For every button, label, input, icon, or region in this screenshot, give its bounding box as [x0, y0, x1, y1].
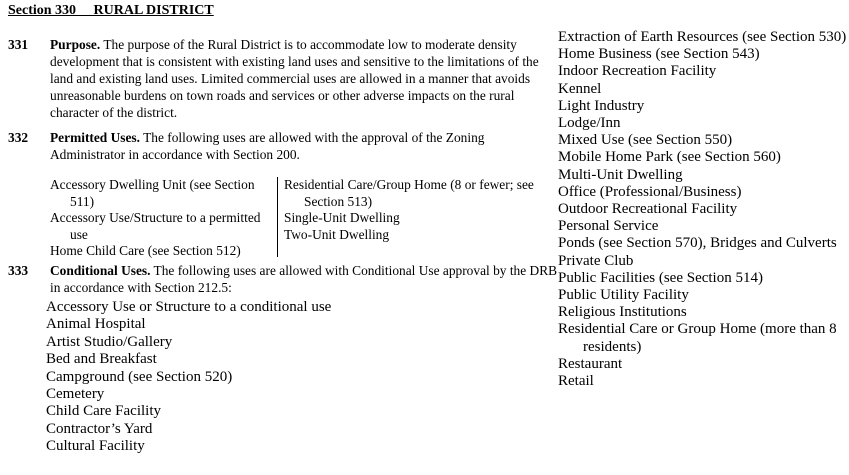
permitted-uses-right-column — [284, 177, 554, 243]
list-item: Public Facilities (see Section 514) — [558, 269, 763, 286]
list-item: Public Utility Facility — [558, 287, 689, 304]
list-item: Home Business (see Section 543) — [558, 46, 760, 63]
list-item: Outdoor Recreational Facility — [558, 201, 738, 218]
list-item: Multi-Unit Dwelling — [558, 166, 683, 183]
list-item: Campground (see Section 520) — [46, 368, 233, 385]
list-item: Extraction of Earth Resources (see Section 530) — [558, 29, 847, 45]
list-item: Cemetery — [46, 386, 105, 403]
list-item: Residential Care/Group Home (8 or fewer; see Section 513) — [284, 177, 534, 209]
list-item: Private Club — [558, 252, 634, 269]
subsection-title: Conditional Uses. — [50, 263, 151, 278]
permitted-uses-left-column — [50, 177, 272, 260]
list-item: Residential Care or Group Home (more than 8 residents) — [558, 321, 837, 355]
list-item: Restaurant — [558, 355, 623, 372]
list-item: Two-Unit Dwelling — [284, 226, 390, 242]
subsection-body — [50, 36, 555, 121]
list-item: Ponds (see Section 570), Bridges and Culverts — [558, 235, 837, 252]
list-item: Mixed Use (see Section 550) — [558, 132, 733, 149]
list-item: Accessory Use or Structure to a conditional use — [46, 299, 332, 315]
column-divider — [277, 177, 278, 257]
list-item: Accessory Use/Structure to a permitted use — [50, 210, 261, 242]
list-item: Religious Institutions — [558, 304, 687, 321]
list-item: Animal Hospital — [46, 316, 146, 333]
section-heading: Section 330 RURAL DISTRICT — [8, 3, 214, 18]
list-item: Retail — [558, 373, 594, 390]
subsection-title: Permitted Uses. — [50, 130, 140, 145]
subsection-text: The following uses are allowed with Conditional Use approval by the DRB in accordance with Section 212.5: — [50, 263, 558, 295]
list-item: Accessory Dwelling Unit (see Section 511) — [50, 177, 255, 209]
list-item: Kennel — [558, 80, 602, 97]
list-item: Personal Service — [558, 218, 659, 235]
list-item: Home Child Care (see Section 512) — [50, 243, 241, 258]
subsection-number: 331 — [8, 37, 29, 52]
subsection-body — [50, 262, 560, 296]
list-item: Office (Professional/Business) — [558, 183, 742, 200]
subsection-body — [50, 129, 550, 163]
subsection-number: 332 — [8, 130, 29, 145]
conditional-uses-list-continued — [558, 29, 848, 390]
list-item: Bed and Breakfast — [46, 351, 157, 368]
list-item: Lodge/Inn — [558, 115, 621, 132]
list-item: Mobile Home Park (see Section 560) — [558, 149, 781, 166]
list-item: Single-Unit Dwelling — [284, 210, 400, 225]
list-item: Light Industry — [558, 97, 645, 114]
conditional-uses-list — [46, 299, 336, 456]
list-item: Child Care Facility — [46, 403, 161, 420]
list-item: Indoor Recreation Facility — [558, 63, 717, 80]
list-item: Cultural Facility — [46, 438, 145, 455]
subsection-number: 333 — [8, 263, 29, 278]
subsection-title: Purpose. — [50, 37, 101, 52]
list-item: Contractor’s Yard — [46, 420, 153, 437]
subsection-text: The purpose of the Rural District is to accommodate low to moderate density development that is consistent with existing land uses and sensitive to the limitations of the land and existing land uses. Limited commercial uses are allowed in a manner that avoids unreasonable burdens on town roads and services or other adverse impacts on the rural character of the district. — [50, 37, 539, 120]
subsection-text: The following uses are allowed with the approval of the Zoning Administrator in accordance with Section 200. — [50, 130, 485, 162]
list-item: Artist Studio/Gallery — [46, 333, 173, 350]
